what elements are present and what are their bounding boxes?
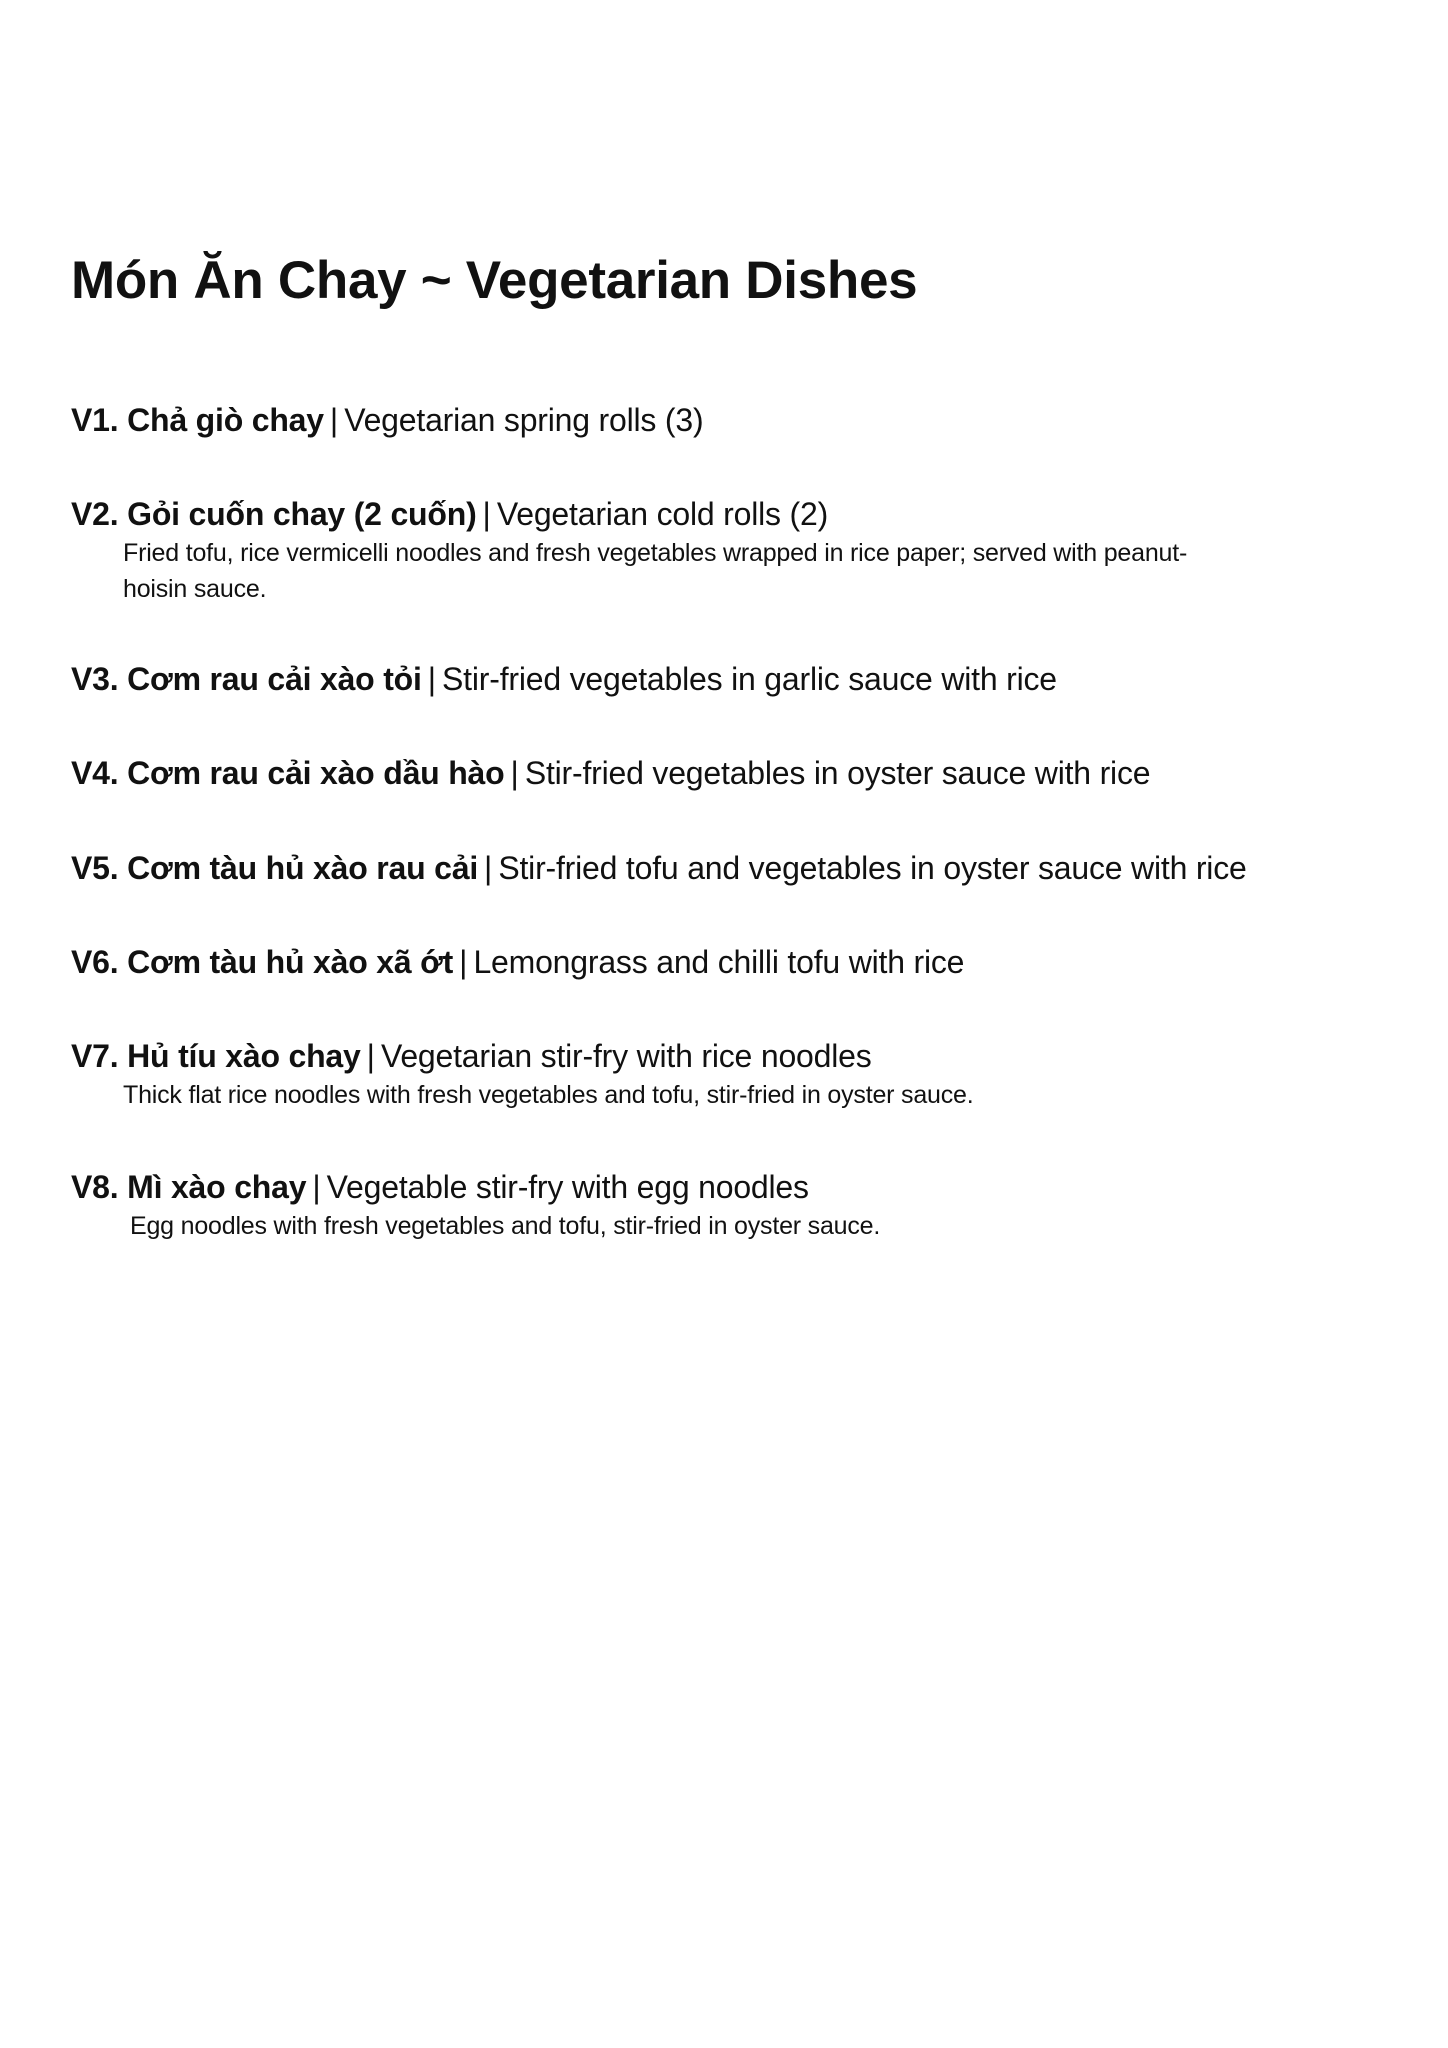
menu-item-v2 [71,493,1223,607]
name-separator: | [329,402,339,438]
menu-item-heading [71,399,703,441]
menu-item-heading [71,1166,1250,1208]
dish-name-vietnamese: V2. Gỏi cuốn chay (2 cuốn) [71,496,477,532]
name-separator: | [510,755,519,791]
dish-name-english: Vegetarian stir-fry with rice noodles [380,1038,872,1074]
menu-item-heading [71,752,1150,794]
name-separator: | [482,496,491,532]
dish-name-vietnamese: V6. Cơm tàu hủ xào xã ớt [71,944,454,980]
name-separator: | [366,1038,375,1074]
menu-item-v6 [71,941,964,983]
dish-name-english: Stir-fried vegetables in garlic sauce with rice [442,661,1057,697]
menu-item-heading [71,941,964,983]
name-separator: | [427,661,437,697]
menu-item-v7 [71,1035,1243,1113]
dish-name-vietnamese: V4. Cơm rau cải xào dầu hào [71,755,505,791]
dish-name-vietnamese: V7. Hủ tíu xào chay [71,1038,361,1074]
dish-name-english: Stir-fried vegetables in oyster sauce with rice [524,755,1151,791]
name-separator: | [312,1169,321,1205]
dish-name-english: Vegetarian cold rolls (2) [496,496,829,532]
dish-name-vietnamese: V1. Chả giò chay [71,402,324,438]
dish-name-english: Vegetarian spring rolls (3) [344,402,704,438]
menu-item-v5 [71,847,1247,889]
dish-name-vietnamese: V3. Cơm rau cải xào tỏi [71,661,422,697]
menu-item-v8 [71,1166,1250,1244]
name-separator: | [459,944,468,980]
menu-item-v3 [71,658,1057,700]
dish-description: Egg noodles with fresh vegetables and tofu, stir-fried in oyster sauce. [130,1212,881,1240]
name-separator: | [484,850,493,886]
menu-item-heading [71,1035,1243,1077]
dish-name-vietnamese: V8. Mì xào chay [71,1169,307,1205]
menu-item-heading [71,493,1223,535]
dish-name-english: Vegetable stir-fry with egg noodles [326,1169,809,1205]
dish-description: Fried tofu, rice vermicelli noodles and fresh vegetables wrapped in rice paper; served with peanut-hoisin sauce. [123,539,1188,603]
dish-name-english: Stir-fried tofu and vegetables in oyster sauce with rice [498,850,1247,886]
menu-item-v1 [71,399,703,441]
page-title: Món Ăn Chay ~ Vegetarian Dishes [71,251,918,310]
menu-item-heading [71,658,1057,700]
dish-name-english: Lemongrass and chilli tofu with rice [473,944,965,980]
menu-item-v4 [71,752,1150,794]
dish-description: Thick flat rice noodles with fresh vegetables and tofu, stir-fried in oyster sauce. [123,1081,974,1109]
menu-item-heading [71,847,1247,889]
dish-name-vietnamese: V5. Cơm tàu hủ xào rau cải [71,850,479,886]
